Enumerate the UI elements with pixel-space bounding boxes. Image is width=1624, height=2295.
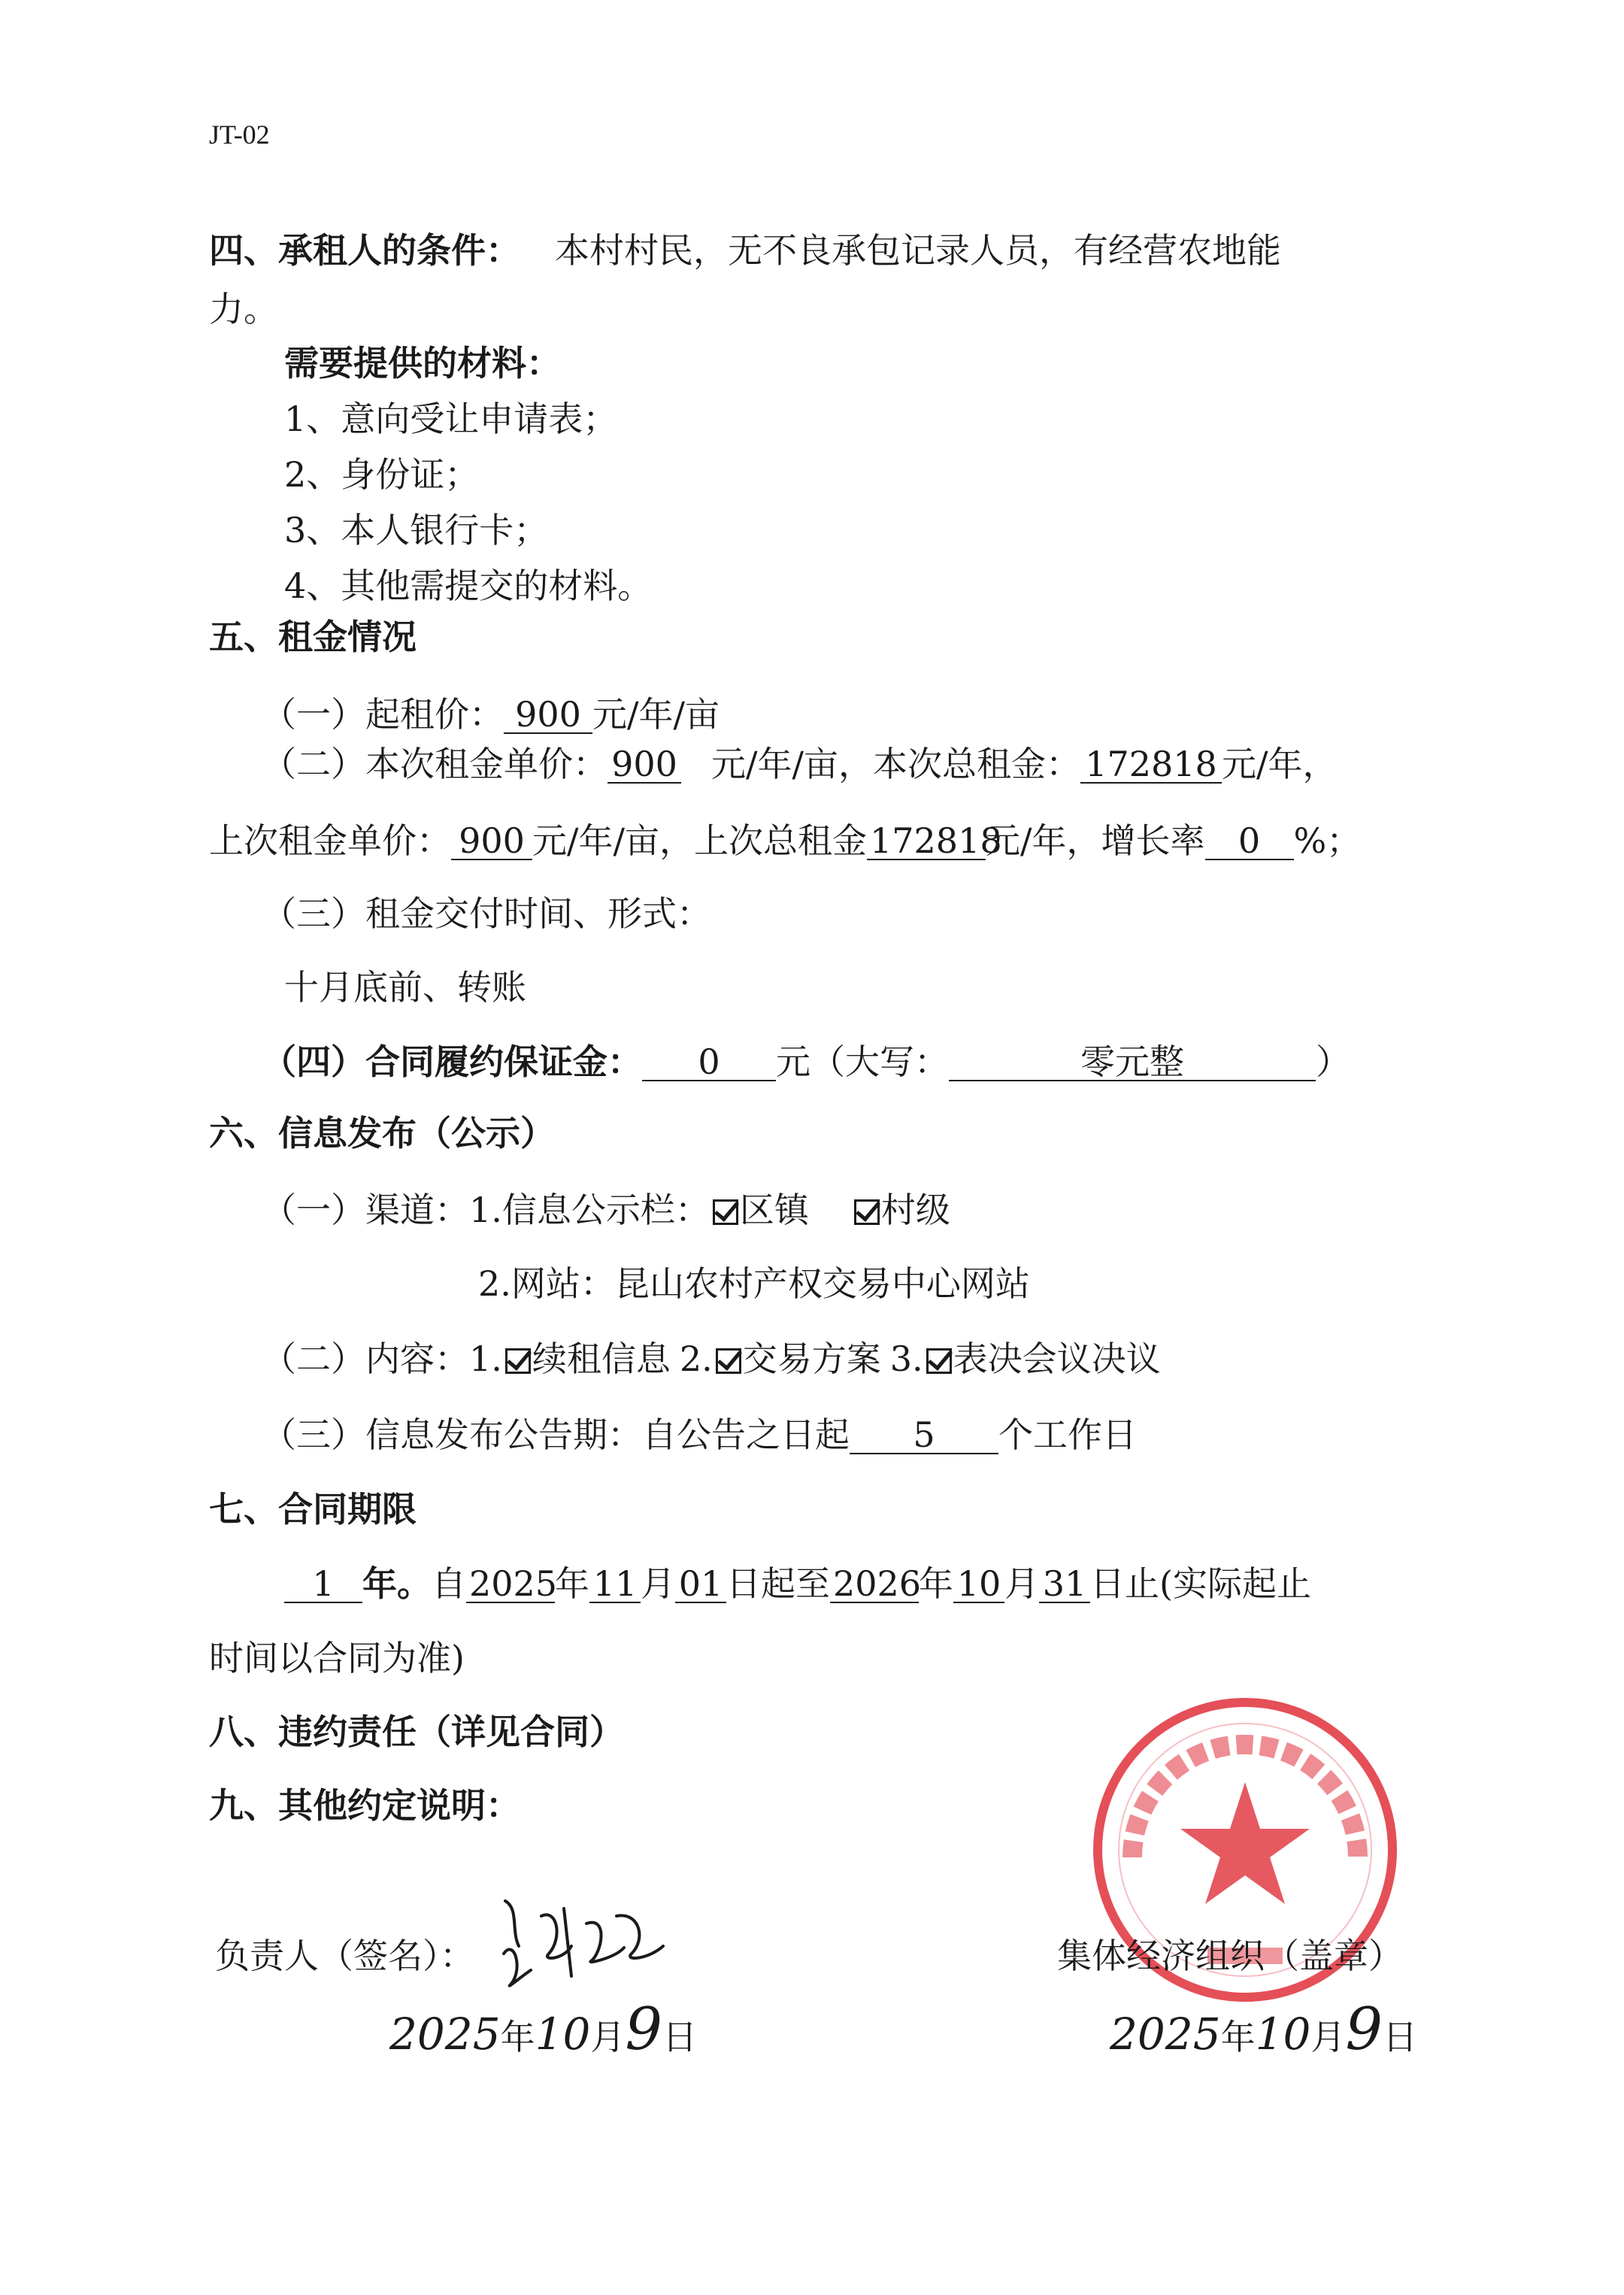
term-year-word: 年。 xyxy=(362,1563,432,1604)
previous-total-value: 172818 xyxy=(867,823,986,860)
growth-rate-value: 0 xyxy=(1205,823,1294,860)
content-option-renewal: 续租信息 xyxy=(532,1338,671,1379)
material-item: 1、意向受让申请表； xyxy=(284,399,618,439)
day-char: 日 xyxy=(1383,2017,1418,2057)
channel-option-town: 区镇 xyxy=(739,1190,809,1230)
responsible-person-label: 负责人（签名）： xyxy=(215,1936,474,1976)
rent-start-price-line xyxy=(262,696,720,734)
left-sign-month: 10 xyxy=(535,2009,591,2060)
end-day: 31 xyxy=(1039,1566,1090,1603)
collective-org-label: 集体经济组织（盖章） xyxy=(1057,1936,1403,1976)
start-year: 2025 xyxy=(466,1566,555,1603)
year-char: 年 xyxy=(555,1563,589,1604)
content-option-number: 3. xyxy=(889,1338,923,1379)
term-end: 日止(实际起止 xyxy=(1090,1563,1311,1604)
document-code: JT-02 xyxy=(209,120,270,150)
left-sign-year: 2025 xyxy=(389,2009,501,2060)
right-sign-date xyxy=(1110,1996,1418,2063)
deposit-line xyxy=(262,1041,1350,1082)
term-to: 日起至 xyxy=(726,1563,830,1604)
checked-box-icon[interactable] xyxy=(716,1348,741,1374)
material-item: 2、身份证； xyxy=(284,454,480,495)
deposit-value: 0 xyxy=(642,1044,776,1081)
section-7-heading: 七、合同期限 xyxy=(209,1489,417,1529)
section-5-heading: 五、租金情况 xyxy=(209,617,417,657)
current-total-value: 172818 xyxy=(1080,746,1222,784)
section-4-heading: 四、承租人的条件： xyxy=(209,230,520,271)
year-char: 年 xyxy=(919,1563,953,1604)
month-char: 月 xyxy=(1004,1563,1039,1604)
year-char: 年 xyxy=(1220,2017,1256,2057)
rent-start-price-value: 900 xyxy=(504,696,592,734)
year-char: 年 xyxy=(500,2017,535,2057)
deposit-label: （四）合同履约保证金： xyxy=(262,1041,642,1082)
section-4-text-b: 力。 xyxy=(209,289,278,329)
content-label: （二）内容：1. xyxy=(262,1338,502,1379)
notice-period-label: （三）信息发布公告期：自公告之日起 xyxy=(262,1414,850,1455)
term-line xyxy=(284,1563,1311,1604)
deposit-close-paren: ） xyxy=(1316,1041,1350,1082)
section-4-text-a: 本村村民，无不良承包记录人员，有经营农地能 xyxy=(555,230,1281,271)
left-sign-day: 9 xyxy=(625,1996,663,2063)
section-6-heading: 六、信息发布（公示） xyxy=(209,1113,555,1154)
start-month: 11 xyxy=(589,1566,641,1603)
channel-line xyxy=(262,1190,950,1230)
end-month: 10 xyxy=(953,1566,1004,1603)
checked-box-icon[interactable] xyxy=(926,1348,952,1374)
right-sign-month: 10 xyxy=(1255,2009,1311,2060)
deposit-words-value: 零元整 xyxy=(949,1044,1316,1081)
day-char: 日 xyxy=(662,2017,698,2057)
current-unit-price-value: 900 xyxy=(607,746,681,784)
right-sign-year: 2025 xyxy=(1110,2009,1221,2060)
material-item: 3、本人银行卡； xyxy=(284,510,549,550)
current-total-label: 元/年/亩，本次总租金： xyxy=(711,744,1080,784)
previous-unit-price-value: 900 xyxy=(451,823,532,860)
rent-start-price-label: （一）起租价： xyxy=(262,694,504,735)
month-char: 月 xyxy=(641,1563,675,1604)
deposit-words-label: 元（大写： xyxy=(776,1041,949,1082)
payment-time-value: 十月底前、转账 xyxy=(284,967,526,1008)
channel-website: 2.网站：昆山农村产权交易中心网站 xyxy=(478,1263,1030,1304)
start-day: 01 xyxy=(675,1566,726,1603)
growth-rate-label: 元/年，增长率 xyxy=(986,820,1205,861)
content-option-plan: 交易方案 xyxy=(742,1338,881,1379)
left-sign-date xyxy=(389,1996,698,2063)
month-char: 月 xyxy=(1310,2017,1346,2057)
term-note: 时间以合同为准) xyxy=(209,1638,465,1678)
term-from: 自 xyxy=(432,1563,466,1604)
content-option-number: 2. xyxy=(679,1338,713,1379)
payment-time-label: （三）租金交付时间、形式： xyxy=(262,893,711,934)
term-years-value: 1 xyxy=(284,1566,362,1603)
checked-box-icon[interactable] xyxy=(505,1348,531,1374)
previous-total-label: 元/年/亩，上次总租金 xyxy=(532,820,867,861)
checked-box-icon[interactable] xyxy=(854,1199,880,1225)
month-char: 月 xyxy=(590,2017,626,2057)
content-option-resolution: 表决会议决议 xyxy=(953,1338,1161,1379)
rent-start-price-unit: 元/年/亩 xyxy=(592,694,720,735)
notice-period-unit: 个工作日 xyxy=(998,1414,1137,1455)
notice-period-line xyxy=(262,1414,1137,1455)
right-sign-day: 9 xyxy=(1345,1996,1383,2063)
material-item: 4、其他需提交的材料。 xyxy=(284,565,653,606)
previous-unit-price-label: 上次租金单价： xyxy=(209,820,451,861)
checked-box-icon[interactable] xyxy=(713,1199,738,1225)
rent-current-line xyxy=(262,746,1338,784)
content-line xyxy=(262,1338,1161,1379)
rent-previous-line xyxy=(209,820,1362,861)
channel-option-village: 村级 xyxy=(880,1190,950,1230)
current-unit-price-label: （二）本次租金单价： xyxy=(262,744,607,784)
section-9-heading: 九、其他约定说明： xyxy=(209,1785,520,1826)
notice-period-value: 5 xyxy=(850,1417,998,1454)
growth-rate-unit: %； xyxy=(1293,820,1362,861)
materials-heading: 需要提供的材料： xyxy=(284,343,561,384)
section-8-heading: 八、违约责任（详见合同） xyxy=(209,1711,624,1752)
current-total-unit: 元/年， xyxy=(1222,744,1338,784)
handwritten-signature xyxy=(489,1886,669,1999)
channel-label: （一）渠道：1.信息公示栏： xyxy=(262,1190,710,1230)
end-year: 2026 xyxy=(830,1566,919,1603)
section-4-line-1 xyxy=(209,230,1281,271)
